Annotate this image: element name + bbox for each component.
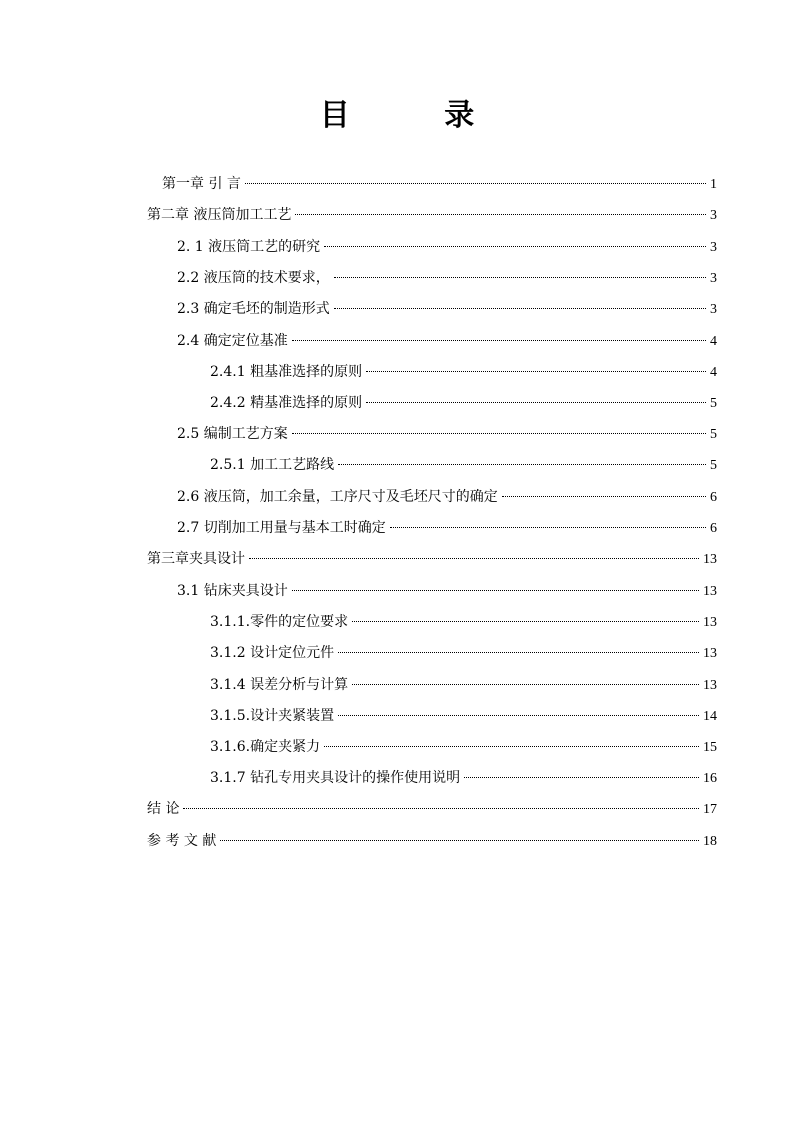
- dot-leader: [334, 308, 706, 309]
- dot-leader: [249, 558, 699, 559]
- dot-leader: [502, 496, 706, 497]
- toc-entry[interactable]: [177, 236, 717, 258]
- toc-entry-page: 13: [703, 552, 717, 567]
- toc-entry-page: 3: [710, 208, 717, 223]
- toc-entry-label: 2.4 确定定位基准: [177, 333, 288, 349]
- toc-entry-label: 2.4.2 精基准选择的原则: [210, 395, 363, 411]
- toc-entry[interactable]: [177, 517, 717, 539]
- toc-entry[interactable]: [210, 454, 717, 476]
- toc-entry[interactable]: [210, 642, 717, 664]
- dot-leader: [352, 684, 699, 685]
- toc-entry-label: 2.5 编制工艺方案: [177, 426, 288, 442]
- toc-entry-page: 4: [710, 365, 717, 380]
- dot-leader: [183, 808, 699, 809]
- toc-entry[interactable]: [210, 392, 717, 414]
- dot-leader: [366, 402, 706, 403]
- toc-entry-label: 3.1.2 设计定位元件: [210, 645, 335, 661]
- toc-entry-label: 第二章 液压筒加工工艺: [147, 207, 292, 223]
- toc-entry-label: 3.1.6.确定夹紧力: [210, 739, 321, 755]
- toc-entry-page: 15: [703, 740, 717, 755]
- toc-entry[interactable]: [177, 267, 717, 289]
- toc-entry-label: 参 考 文 献: [147, 833, 217, 849]
- toc-entry-page: 16: [703, 771, 717, 786]
- toc-entry[interactable]: [210, 705, 717, 727]
- toc-entry[interactable]: [177, 486, 717, 508]
- toc-entry-label: 3.1.1.零件的定位要求: [210, 614, 349, 630]
- toc-entry-page: 5: [710, 427, 717, 442]
- toc-entry[interactable]: [177, 330, 717, 352]
- dot-leader: [338, 652, 699, 653]
- toc-entry-label: 2.3 确定毛坯的制造形式: [177, 301, 330, 317]
- toc-entry[interactable]: [147, 204, 717, 226]
- toc-entry[interactable]: [177, 423, 717, 445]
- toc-entry-label: 2. 1 液压筒工艺的研究: [177, 239, 321, 255]
- dot-leader: [338, 464, 706, 465]
- toc-entry-label: 结 论: [147, 801, 180, 817]
- toc-entry[interactable]: [210, 736, 717, 758]
- toc-entry-page: 4: [710, 334, 717, 349]
- toc-entry-page: 3: [710, 240, 717, 255]
- toc-entry[interactable]: [210, 611, 717, 633]
- toc-entry-label: 2.6 液压筒，加工余量，工序尺寸及毛坯尺寸的确定: [177, 489, 498, 505]
- dot-leader: [390, 527, 706, 528]
- toc-entry-label: 第三章夹具设计: [147, 551, 245, 567]
- toc-entry-label: 第一章 引 言: [162, 176, 241, 192]
- toc-entry[interactable]: [177, 298, 717, 320]
- toc-entry-page: 3: [710, 271, 717, 286]
- toc-entry-label: 2.7 切削加工用量与基本工时确定: [177, 520, 386, 536]
- toc-entry[interactable]: [177, 580, 717, 602]
- toc-entry-page: 17: [703, 802, 717, 817]
- toc-entry-label: 3.1.5.设计夹紧装置: [210, 708, 335, 724]
- dot-leader: [334, 277, 706, 278]
- toc-entry-label: 3.1 钻床夹具设计: [177, 583, 288, 599]
- toc-entry[interactable]: [147, 548, 717, 570]
- dot-leader: [245, 183, 706, 184]
- toc-entry-page: 18: [703, 834, 717, 849]
- toc-entry[interactable]: [210, 767, 717, 789]
- toc-entry-label: 2.4.1 粗基准选择的原则: [210, 364, 363, 380]
- toc-entry-page: 13: [703, 615, 717, 630]
- toc-entry-page: 5: [710, 458, 717, 473]
- toc-entry-page: 13: [703, 678, 717, 693]
- dot-leader: [366, 371, 706, 372]
- toc-entry-page: 6: [710, 490, 717, 505]
- dot-leader: [292, 590, 699, 591]
- toc-entry-page: 3: [710, 302, 717, 317]
- dot-leader: [292, 340, 706, 341]
- dot-leader: [295, 214, 706, 215]
- toc-entry-page: 13: [703, 646, 717, 661]
- dot-leader: [220, 840, 699, 841]
- toc-entry-page: 14: [703, 709, 717, 724]
- dot-leader: [292, 433, 706, 434]
- toc-entry-label: 2.2 液压筒的技术要求，: [177, 270, 330, 286]
- toc-entry-label: 2.5.1 加工工艺路线: [210, 457, 335, 473]
- toc-entry-page: 13: [703, 584, 717, 599]
- dot-leader: [338, 715, 699, 716]
- dot-leader: [352, 621, 699, 622]
- page-title: 目 录: [319, 98, 517, 133]
- toc-entry[interactable]: [147, 830, 717, 852]
- toc-entry[interactable]: [210, 674, 717, 696]
- toc-entry[interactable]: [162, 173, 717, 195]
- toc-entry-label: 3.1.4 误差分析与计算: [210, 677, 349, 693]
- toc-entry[interactable]: [147, 798, 717, 820]
- dot-leader: [324, 246, 706, 247]
- toc-entry[interactable]: [210, 361, 717, 383]
- dot-leader: [464, 777, 699, 778]
- toc-entry-label: 3.1.7 钻孔专用夹具设计的操作使用说明: [210, 770, 461, 786]
- toc-entry-page: 6: [710, 521, 717, 536]
- toc-entry-page: 5: [710, 396, 717, 411]
- toc-entry-page: 1: [710, 177, 717, 192]
- dot-leader: [324, 746, 699, 747]
